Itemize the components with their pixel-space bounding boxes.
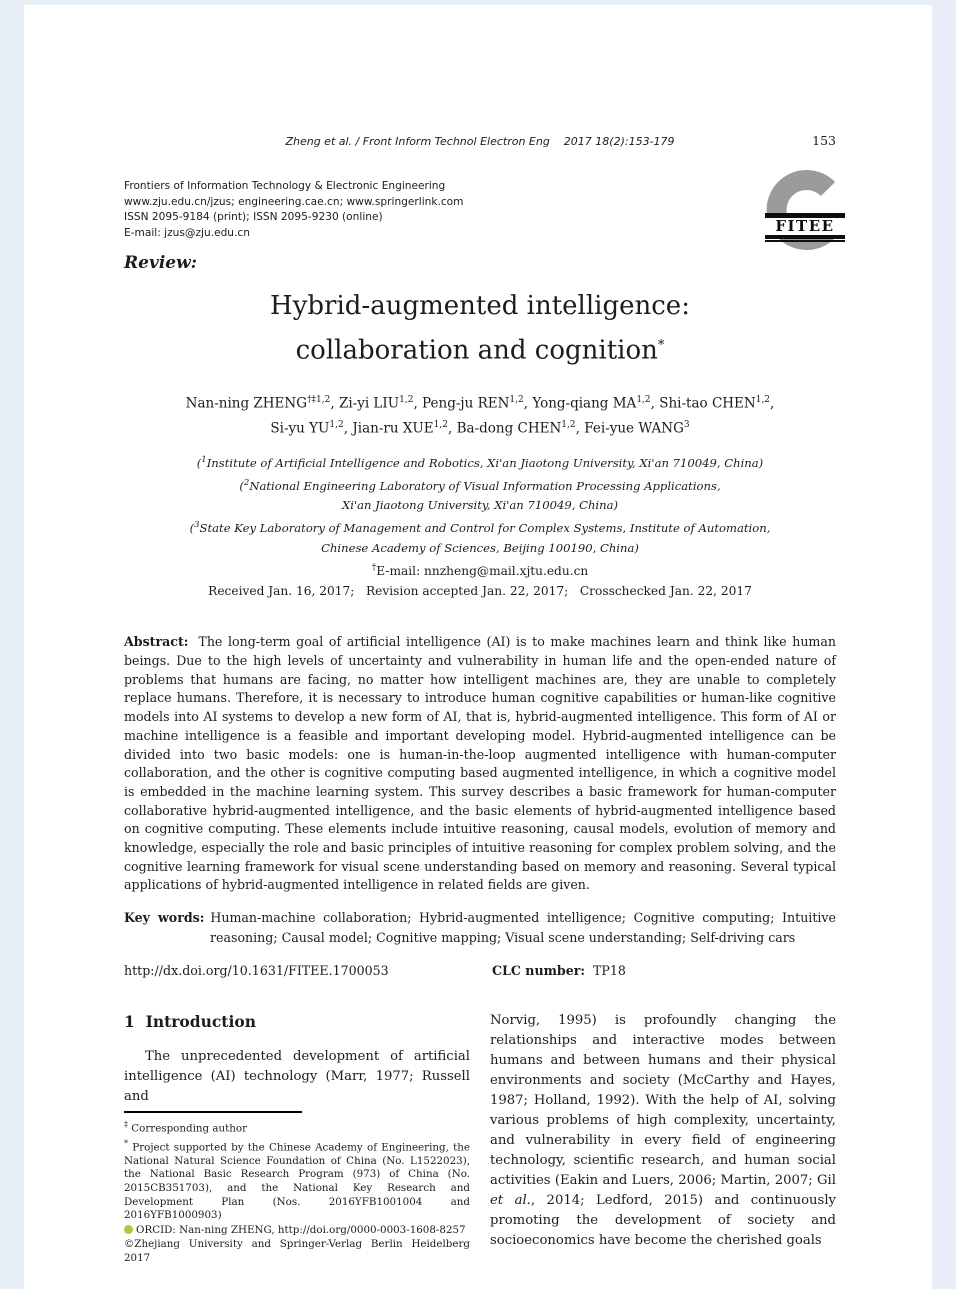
affiliation-line [124,473,836,496]
orcid-icon [124,1225,133,1234]
intro-right-text: , 2014; Ledford, 2015) and continuously promoting the development of society and socioeconomics have become the cherished goals [490,1192,836,1248]
keywords-text: Human-machine collaboration; Hybrid-augmented intelligence; Cognitive computing; Intuitive reasoning; Causal model; Cognitive mapping; Visual scene understanding; Self-driving cars [210,910,836,946]
affil-number: 3 [194,520,200,531]
affil-number: 1 [201,454,207,465]
author-affil-mark: 3 [683,420,690,431]
footnotes-block [124,1118,470,1266]
author-sep: , [448,420,457,437]
dates-line: Received Jan. 16, 2017; Revision accepted Jan. 22, 2017; Crosschecked Jan. 22, 2017 [208,584,752,599]
logo-bar-bottom-thin [765,240,845,242]
author-affil-mark: 1,2 [636,394,651,405]
clc-label: CLC number: [492,962,586,978]
abstract-label: Abstract: [124,634,189,650]
footnote-corresponding [124,1118,470,1136]
doi-row [124,961,836,980]
right-column [490,1011,836,1267]
affiliation-line [124,495,836,515]
affiliation-list [124,450,836,559]
intro-right-text: Norvig, 1995) is profoundly changing the relationships and interactive modes between humans and between humans and their physical environments and society (McCarthy and Hayes, 1987; Holland, 1992). With the help of AI, solving various problems of high complexity, uncertainty, and vulnerability in every field of engineering technology, scientific research, and human social activities (Eakin and Luers, 2006; Martin, 2007; Gil [490,1012,836,1188]
email-dagger-mark: † [371,563,377,574]
keywords-paragraph [124,908,836,948]
left-column [124,1011,470,1267]
author-name: Yong-qiang MA [532,395,637,412]
intro-right-etal: et al. [490,1192,531,1208]
article-title [124,286,836,371]
page-number: 153 [812,133,836,148]
author-sep: , [330,395,339,412]
affiliation-line [124,515,836,538]
author-name: Jian-ru XUE [352,420,434,437]
corresponding-email-line [124,558,836,581]
author-affil-mark: 1,2 [329,420,344,431]
footnote-project [124,1137,470,1223]
article-title-line2 [124,326,836,371]
affil-paren: ( [189,521,195,536]
journal-issn: ISSN 2095-9184 (print); ISSN 2095-9230 (online) [124,211,383,223]
author-sep: , [575,420,585,437]
author-affil-mark: 1,2 [399,394,414,405]
author-name: Zi-yi LIU [338,395,400,412]
doi-link[interactable]: http://dx.doi.org/10.1631/FITEE.1700053 [124,962,389,978]
affil-text: National Engineering Laboratory of Visual Information Processing Applications, [249,478,721,493]
affil-text: Xi'an Jiaotong University, Xi'an 710049, China) [341,498,619,513]
footnote-copyright: ©Zhejiang University and Springer-Verlag Berlin Heidelberg 2017 [124,1238,470,1264]
author-line-2 [124,414,836,440]
intro-paragraph-left: The unprecedented development of artificial intelligence (AI) technology (Marr, 1977; Russell and [124,1048,470,1104]
author-name: Fei-yue WANG [584,420,684,437]
orcid-label: ORCID: Nan-ning ZHENG, [136,1223,278,1236]
affiliation-line [124,538,836,558]
footnote-text: Project supported by the Chinese Academy of Engineering, the National Natural Science Foundation of China (No. L1522023), the National Basic Research Program (973) of China (No. 2015CB351703), and the National Key Research and Development Plan (Nos. 2016YFB1001004 and 2016YFB1000903) [124,1141,470,1222]
author-sep: , [523,395,533,412]
masthead-row [124,179,836,252]
author-affil-mark: †‡1,2 [307,394,331,405]
journal-email: E-mail: jzus@zju.edu.cn [124,226,250,239]
affil-text: Institute of Artificial Intelligence and Robotics, Xi'an Jiaotong University, Xi'an 710049, China) [206,455,764,470]
affil-text: State Key Laboratory of Management and Control for Complex Systems, Institute of Automation, [199,521,771,536]
author-list [124,389,836,440]
footnote-orcid [124,1224,470,1238]
author-affil-mark: 1,2 [561,420,576,431]
logo-bar-bottom [765,235,845,239]
footnote-text: Corresponding author [128,1122,248,1135]
author-name: Si-yu YU [270,420,330,437]
abstract-text: The long-term goal of artificial intelligence (AI) is to make machines learn and think like human beings. Due to the high levels of uncertainty and vulnerability in human life and the open-ended nature of problems that humans are facing, no matter how intelligent machines are, they are unable to completely replace humans. Therefore, it is necessary to introduce human cognitive capabilities or human-like cognitive models into AI systems to develop a new form of AI, that is, hybrid-augmented intelligence. This form of AI or machine intelligence is a feasible and important developing model. Hybrid-augmented intelligence can be divided into two basic models: one is human-in-the-loop augmented intelligence with human-computer collaboration, and the other is cognitive computing based augmented intelligence, in which a cognitive model is embedded in the machine learning system. This survey describes a basic framework for human-computer collaborative hybrid-augmented intelligence, and the basic elements of hybrid-augmented intelligence based on cognitive computing. These elements include intuitive reasoning, causal models, evolution of memory and knowledge, especially the role and basic principles of intuitive reasoning for complex problem solving, and the cognitive learning framework for visual scene understanding based on memory and reasoning. Several typical applications of hybrid-augmented intelligence in related fields are given. [124,634,836,893]
author-name: Nan-ning ZHENG [185,395,308,412]
abstract-paragraph [124,633,836,895]
footnote-rule [124,1111,302,1113]
author-sep: , [413,395,423,412]
author-sep: , [650,395,660,412]
two-column-body [124,1011,836,1267]
clc-number [492,961,626,980]
author-sep: , [343,420,353,437]
journal-masthead [124,179,463,252]
fitee-logo-band [765,213,845,242]
corresponding-email[interactable]: E-mail: nnzheng@mail.xjtu.edu.cn [376,564,589,579]
page-frame-right [932,0,956,1289]
running-head [124,133,836,148]
journal-name: Frontiers of Information Technology & Electronic Engineering [124,180,446,192]
author-name: Peng-ju REN [422,395,510,412]
running-head-text: Zheng et al. / Front Inform Technol Electron Eng 2017 18(2):153-179 [285,135,675,148]
page-frame-left [0,0,24,1289]
author-affil-mark: 1,2 [509,394,524,405]
footnote-marker: * [124,1138,128,1148]
author-name: Shi-tao CHEN [659,395,756,412]
author-sep: , [770,395,775,412]
author-name: Ba-dong CHEN [456,420,562,437]
affil-paren: ( [196,455,202,470]
author-affil-mark: 1,2 [755,394,771,405]
author-line-1 [124,389,836,415]
clc-value: TP18 [593,962,626,978]
keywords-label: Key words: [124,910,205,926]
affiliation-line [124,450,836,473]
footnote-marker: ‡ [124,1119,128,1129]
section-heading-introduction: 1 Introduction [124,1011,256,1031]
affil-number: 2 [243,477,250,488]
affil-text: Chinese Academy of Sciences, Beijing 100190, China) [321,541,639,556]
article-type-label: Review: [124,253,198,273]
fitee-logo-text: FITEE [765,218,845,235]
affil-paren: ( [239,478,244,493]
article-title-line2-text: collaboration and cognition [295,335,658,366]
article-title-line1: Hybrid-augmented intelligence: [270,291,690,321]
title-footnote-mark: * [657,338,665,353]
paper-page [24,5,932,1304]
intro-paragraph-right [490,1011,836,1251]
journal-urls: www.zju.edu.cn/jzus; engineering.cae.cn; www.springerlink.com [124,195,464,208]
orcid-link[interactable]: http://doi.org/0000-0003-1608-8257 [277,1223,466,1236]
author-affil-mark: 1,2 [433,420,448,431]
fitee-logo [765,168,845,252]
